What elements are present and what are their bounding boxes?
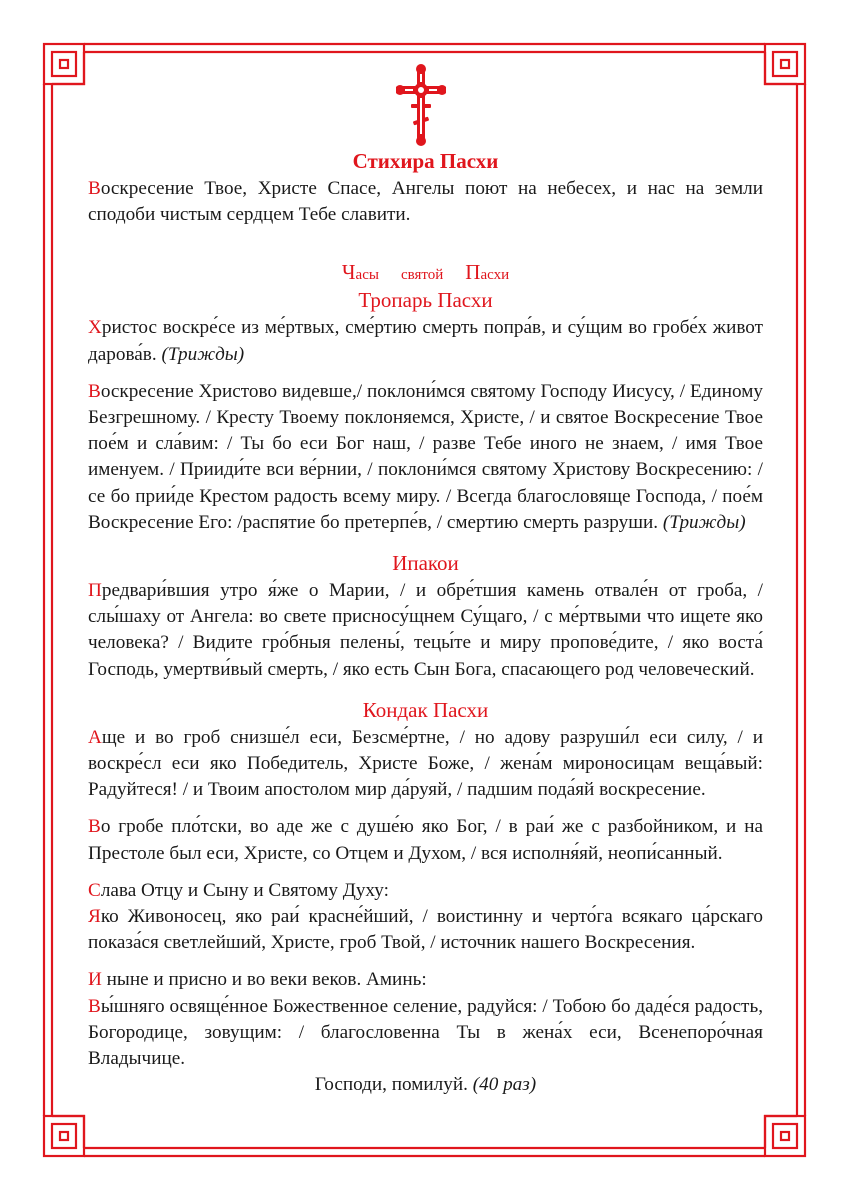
troparion-paragraph-2 [88,379,763,536]
paragraph-text: ныне и присно и во веки веков. Аминь: [101,969,427,991]
drop-initial: В [88,178,101,199]
heading-word: святой [400,267,444,284]
stichera-title: Стихира Пасхи [352,149,499,173]
heading-rest: асхи [480,267,510,284]
heading-cap: П [465,260,481,285]
drop-initial: В [88,816,101,838]
repeat-note: (Трижды) [662,511,746,533]
closing-line [88,1072,763,1098]
troparion-paragraph-1 [88,315,763,367]
kontakion-paragraph-2 [88,814,763,866]
drop-initial: С [88,879,101,901]
paragraph-text: лава Отцу и Сыну и Святому Духу: [100,879,389,901]
hypakoe-title: Ипакои [392,551,459,576]
orthodox-cross-icon [396,64,446,146]
drop-initial: А [88,726,102,748]
glory-line [88,878,763,904]
troparion-title: Тропарь Пасхи [358,288,493,313]
repeat-note: (40 раз) [472,1074,537,1096]
paragraph-text: оскресение Твое, Христе Спасе, Ангелы поют на небесех, и нас на земли сподоби чистым сердцем Тебе славити. [88,178,763,226]
kontakion-title: Кондак Пасхи [362,697,489,722]
kontakion-paragraph-1 [88,725,763,804]
kontakion-paragraph-4 [88,994,763,1073]
paragraph-text: ще и во гроб снизше́л еси, Безсме́ртне, / но адову разруши́л еси силу, / и воскре́сл еси яко Победитель, Христе Боже, / жена́м мироносицам веща́вый: Радуйтеся! / и Твоим апостолом мир да́руяй, / падшим пода́яй воскресение. [88,726,763,801]
paragraph-text: ы́шняго освяще́нное Божественное селение, радуйся: / Тобою бо даде́ся радость, Богородице, зовущим: / благословенна Ты в жена́х еси, Всенепоро́чная Владычице. [88,995,763,1070]
now-and-ever-line [88,967,763,993]
kontakion-paragraph-3 [88,904,763,956]
paragraph-text: оскресение Христово видевше,/ поклони́мся святому Господу Иисусу, / Единому Безгрешному. / Кресту Твоему поклоняемся, Христе, / и святое Воскресение Твое пое́м и сла́вим: / Ты бо еси Бог наш, / разве Тебе иного не знаем, / имя Твое именуем. / Прииди́те вси ве́рнии, / поклони́мся святому Христову Воскресению: / се бо прии́де Крестом радость всему миру. / Всегда благословяще Господа, / пое́м Воскресение Его: /распятие бо претерпе́в, / смертию смерть разруши. [88,380,763,533]
paragraph-text: ко Живоносец, яко раи́ красне́йший, / воистинну и черто́га всякаго ца́рскаго показа́ся светлейший, Христе, гроб Твой, / источник нашего Воскресения. [88,906,763,954]
hours-heading [88,262,763,285]
paragraph-text: ристос воскре́се из ме́ртвых, сме́ртию смерть попра́в, и су́щим во гробе́х живот дарова́в. [88,317,763,365]
stichera-paragraph [88,176,763,228]
heading-cap: Ч [341,260,356,285]
hypakoe-paragraph [88,578,763,683]
drop-initial: В [88,995,101,1017]
drop-initial: П [88,580,102,602]
prayer-text [88,146,763,1098]
closing-text: Господи, помилуй. [314,1074,473,1096]
repeat-note: (Трижды) [161,343,245,365]
paragraph-text: о гробе пло́тски, во аде же с душе́ю яко Бог, / в раи́ же с разбойником, и на Престоле был еси, Христе, со Отцем и Духом, / вся исполня́яй, неопи́санный. [88,816,763,864]
drop-initial: Я [88,906,101,928]
drop-initial: И [88,969,102,991]
heading-rest: асы [355,267,379,284]
drop-initial: Х [88,317,102,339]
paragraph-text: редвари́вшия утро я́же о Марии, / и обре́тшия камень отвале́н от гроба, / слы́шаху от Ангела: во свете присносу́щнем Су́щаго, / с ме́ртвыми что ищете яко человека? / Видите гро́бныя пелены́, тецы́те и миру пропове́дите, / яко воста́ Господь, умертви́вый смерть, / яко есть Сын Бога, спасающего род человеческий. [88,580,763,680]
drop-initial: В [88,380,101,402]
